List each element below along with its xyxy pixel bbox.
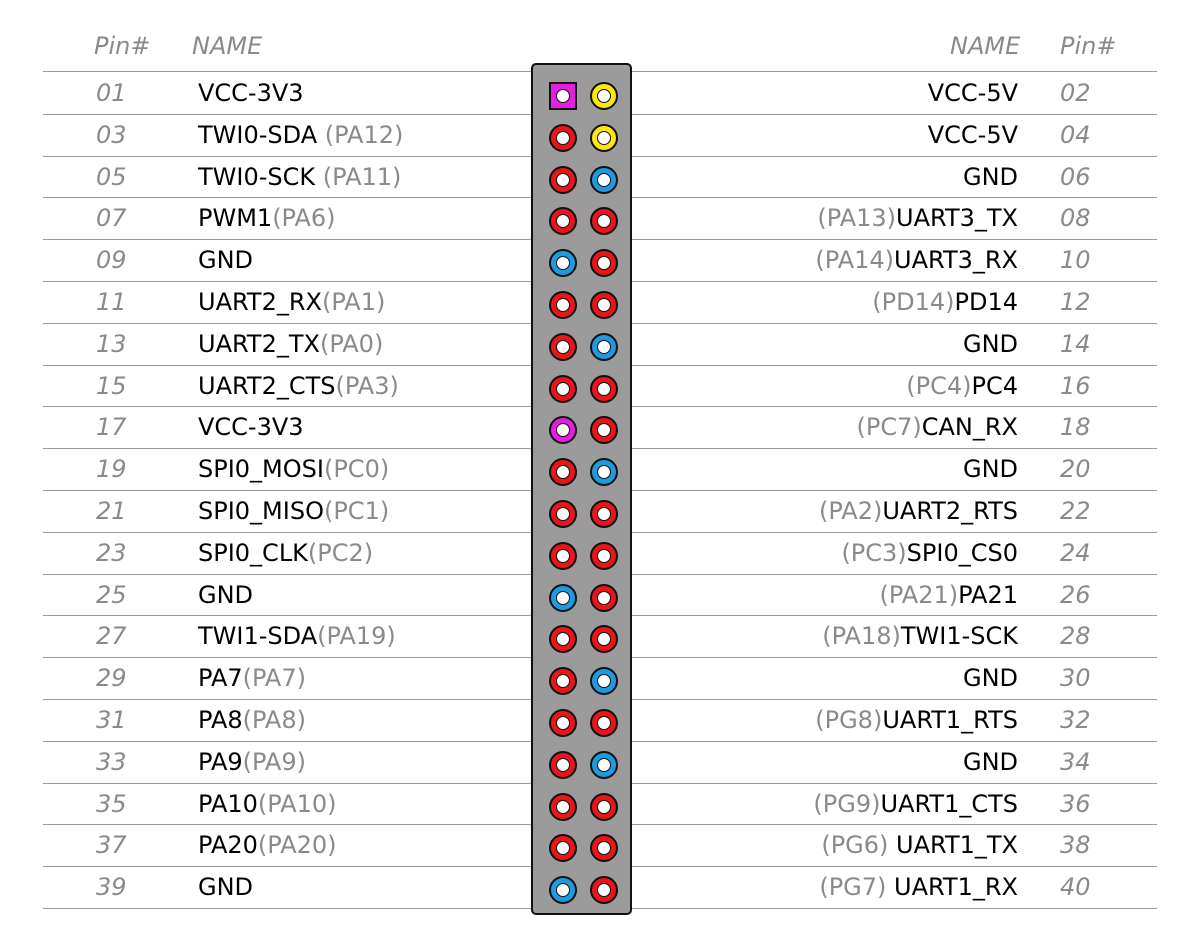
signal-name: PA7	[198, 664, 243, 693]
signal-name: PC4	[971, 371, 1018, 400]
pin-name	[198, 156, 401, 198]
gpio-label: (PA10)	[257, 789, 337, 818]
gpio-label: (PG7)	[819, 873, 895, 902]
signal-name: SPI0_CLK	[198, 538, 308, 567]
gpio-label: (PA8)	[242, 706, 306, 734]
gpio-label: (PA13)	[817, 204, 897, 233]
gpio-header-board	[531, 63, 632, 915]
pin-number: 36	[1060, 789, 1091, 818]
pin-number: 29	[96, 664, 127, 693]
pin-name	[198, 448, 389, 490]
gpio-label: (PA7)	[242, 664, 306, 693]
signal-name: SPI0_CS0	[906, 538, 1018, 567]
header-pin	[549, 291, 577, 319]
header-pin	[549, 584, 577, 612]
pin-number: 37	[96, 831, 127, 860]
pin-number: 30	[1060, 664, 1091, 693]
header-pin	[590, 166, 618, 194]
gpio-label: (PG9)	[813, 789, 881, 818]
header-pin	[590, 751, 618, 779]
gpio-label: (PC2)	[307, 538, 374, 567]
signal-name: TWI1-SCK	[900, 622, 1018, 651]
pin-number: 34	[1060, 747, 1091, 776]
pin-number: 25	[96, 580, 127, 609]
header-pin	[590, 333, 618, 361]
pin-number: 22	[1060, 497, 1091, 525]
header-pin	[549, 375, 577, 403]
pin-number: 26	[1060, 580, 1091, 609]
signal-name: UART2_RTS	[882, 497, 1018, 525]
gpio-label: (PA11)	[315, 162, 402, 191]
pin-number: 01	[96, 79, 127, 107]
header-pin	[590, 124, 618, 152]
gpio-label: (PG8)	[815, 706, 883, 734]
signal-name: UART3_RX	[894, 246, 1018, 275]
header-pin	[590, 709, 618, 737]
gpio-label: (PA0)	[319, 329, 384, 358]
signal-name: SPI0_MOSI	[198, 455, 324, 484]
header-pin	[549, 207, 577, 235]
gpio-label: (PA1)	[321, 288, 386, 316]
header-pin	[549, 500, 577, 528]
gpio-label: (PC3)	[841, 538, 907, 567]
pin-number: 14	[1060, 329, 1091, 358]
signal-name: PA8	[198, 706, 243, 734]
pin-number: 07	[96, 204, 127, 233]
row-divider	[43, 908, 531, 909]
pin-number: 32	[1060, 706, 1091, 734]
pin-number: 12	[1060, 288, 1091, 316]
pin-name	[198, 657, 306, 699]
signal-name: GND	[198, 580, 254, 609]
gpio-label: (PA9)	[242, 747, 306, 776]
pin-name	[879, 574, 1018, 616]
signal-name: CAN_RX	[921, 413, 1018, 442]
pin-name	[198, 783, 337, 825]
header-pin	[549, 82, 577, 110]
header-pin	[590, 876, 618, 904]
pin-name	[857, 406, 1018, 448]
signal-name: GND	[198, 246, 254, 275]
header-pin	[590, 207, 618, 235]
pin-number: 10	[1060, 246, 1091, 275]
header-pin	[590, 416, 618, 444]
signal-name: SPI0_MISO	[198, 497, 324, 525]
gpio-label: (PA6)	[272, 204, 336, 233]
header-pin	[590, 793, 618, 821]
signal-name: UART1_TX	[896, 831, 1018, 860]
signal-name: VCC-5V	[927, 120, 1018, 149]
pin-name	[819, 866, 1018, 908]
header-pin	[549, 416, 577, 444]
signal-name: TWI0-SDA	[198, 120, 318, 149]
pin-name	[963, 741, 1018, 783]
pin-name	[928, 72, 1018, 114]
pin-name	[813, 783, 1018, 825]
pin-name	[822, 615, 1018, 657]
gpio-label: (PG6)	[821, 831, 897, 860]
pin-name	[963, 323, 1018, 365]
pin-number: 18	[1060, 413, 1091, 442]
pin-number: 16	[1060, 371, 1091, 400]
header-pin	[590, 834, 618, 862]
gpio-label: (PC7)	[856, 413, 922, 442]
pin-name	[198, 239, 253, 281]
signal-name: GND	[962, 162, 1018, 191]
pin-name	[198, 72, 304, 114]
pin-number: 05	[96, 162, 127, 191]
header-pin	[590, 625, 618, 653]
gpio-label: (PA3)	[335, 371, 399, 400]
signal-name: PA9	[198, 747, 243, 776]
header-pin	[549, 458, 577, 486]
pin-name	[198, 615, 396, 657]
pin-name	[198, 365, 399, 407]
gpio-label: (PD14)	[872, 288, 955, 316]
gpio-label: (PA18)	[822, 622, 901, 651]
signal-name: PA21	[958, 580, 1018, 609]
signal-name: UART2_TX	[198, 329, 320, 358]
pin-name	[198, 574, 253, 616]
signal-name: TWI0-SCK	[198, 162, 316, 191]
pin-number: 11	[96, 288, 127, 316]
header-pin	[549, 625, 577, 653]
pin-number: 02	[1060, 79, 1091, 107]
pin-number: 04	[1060, 120, 1091, 149]
pin-name	[198, 406, 304, 448]
gpio-label: (PA14)	[815, 246, 895, 275]
pin-number: 13	[96, 329, 127, 358]
header-pin	[549, 333, 577, 361]
signal-name: UART1_RX	[894, 873, 1018, 902]
pin-name	[841, 532, 1018, 574]
pin-number: 06	[1060, 162, 1091, 191]
header-pin	[590, 82, 618, 110]
gpio-label: (PC4)	[906, 371, 972, 400]
signal-name: GND	[962, 747, 1018, 776]
header-pin	[549, 876, 577, 904]
signal-name: GND	[962, 664, 1018, 693]
pin-name	[198, 866, 253, 908]
header-pin	[549, 166, 577, 194]
signal-name: PA10	[198, 789, 258, 818]
pin-name	[198, 532, 373, 574]
pin-name	[928, 114, 1018, 156]
signal-name: VCC-5V	[927, 79, 1018, 107]
pin-name	[198, 114, 403, 156]
header-pin	[549, 793, 577, 821]
header-pin	[549, 751, 577, 779]
header-right-pin-label: Pin#	[1060, 32, 1117, 60]
signal-name: PD14	[954, 288, 1018, 316]
signal-name: GND	[962, 329, 1018, 358]
signal-name: TWI1-SDA	[198, 622, 318, 651]
pin-name	[821, 824, 1018, 866]
pin-name	[906, 365, 1018, 407]
pin-name	[198, 197, 336, 239]
gpio-label: (PA20)	[257, 831, 337, 860]
pin-number: 24	[1060, 538, 1091, 567]
pin-number: 31	[96, 706, 127, 734]
signal-name: PWM1	[198, 204, 273, 233]
pin-number: 40	[1060, 873, 1091, 902]
pin-name	[815, 239, 1018, 281]
pin-number: 23	[96, 538, 127, 567]
header-pin	[590, 500, 618, 528]
header-pin	[549, 667, 577, 695]
signal-name: GND	[962, 455, 1018, 484]
pin-name	[198, 824, 337, 866]
header-left-pin-label: Pin#	[94, 32, 151, 60]
pin-number: 21	[96, 497, 127, 525]
header-left-name-label: NAME	[192, 32, 263, 60]
header-pin	[549, 834, 577, 862]
pin-name	[198, 699, 306, 741]
pin-name	[198, 281, 385, 323]
gpio-label: (PA12)	[317, 120, 404, 149]
signal-name: UART1_RTS	[882, 706, 1018, 734]
pin-number: 35	[96, 789, 127, 818]
header-pin	[549, 542, 577, 570]
pin-number: 20	[1060, 455, 1091, 484]
signal-name: GND	[198, 873, 254, 902]
header-pin	[590, 458, 618, 486]
pin-name	[198, 490, 389, 532]
header-pin	[549, 249, 577, 277]
pin-name	[819, 490, 1018, 532]
pin-name	[198, 741, 306, 783]
pin-number: 08	[1060, 204, 1091, 233]
gpio-label: (PA21)	[879, 580, 959, 609]
pin-number: 38	[1060, 831, 1091, 860]
pin-number: 28	[1060, 622, 1091, 651]
pin-number: 39	[96, 873, 127, 902]
gpio-label: (PA19)	[317, 622, 396, 651]
pin-number: 17	[96, 413, 127, 442]
header-right-name-label: NAME	[950, 32, 1021, 60]
pin-name	[963, 657, 1018, 699]
gpio-label: (PA2)	[818, 497, 883, 525]
header-pin	[590, 249, 618, 277]
signal-name: UART1_CTS	[880, 789, 1018, 818]
pin-number: 19	[96, 455, 127, 484]
pin-number: 27	[96, 622, 127, 651]
pin-number: 03	[96, 120, 127, 149]
signal-name: VCC-3V3	[198, 79, 304, 107]
pin-name	[815, 699, 1018, 741]
pin-name	[817, 197, 1018, 239]
signal-name: UART3_TX	[896, 204, 1018, 233]
signal-name: PA20	[198, 831, 258, 860]
header-pin	[590, 584, 618, 612]
signal-name: VCC-3V3	[198, 413, 304, 442]
header-pin	[549, 124, 577, 152]
gpio-label: (PC1)	[323, 497, 390, 525]
pin-number: 15	[96, 371, 127, 400]
pin-number: 33	[96, 747, 127, 776]
signal-name: UART2_RX	[198, 288, 322, 316]
pin-name	[872, 281, 1018, 323]
header-pin	[590, 291, 618, 319]
gpio-label: (PC0)	[323, 455, 390, 484]
signal-name: UART2_CTS	[198, 371, 336, 400]
pin-number: 09	[96, 246, 127, 275]
header-pin	[590, 667, 618, 695]
header-pin	[549, 709, 577, 737]
pin-name	[198, 323, 383, 365]
header-pin	[590, 542, 618, 570]
row-divider	[632, 908, 1157, 909]
pin-name	[963, 448, 1018, 490]
header-pin	[590, 375, 618, 403]
pin-name	[963, 156, 1018, 198]
